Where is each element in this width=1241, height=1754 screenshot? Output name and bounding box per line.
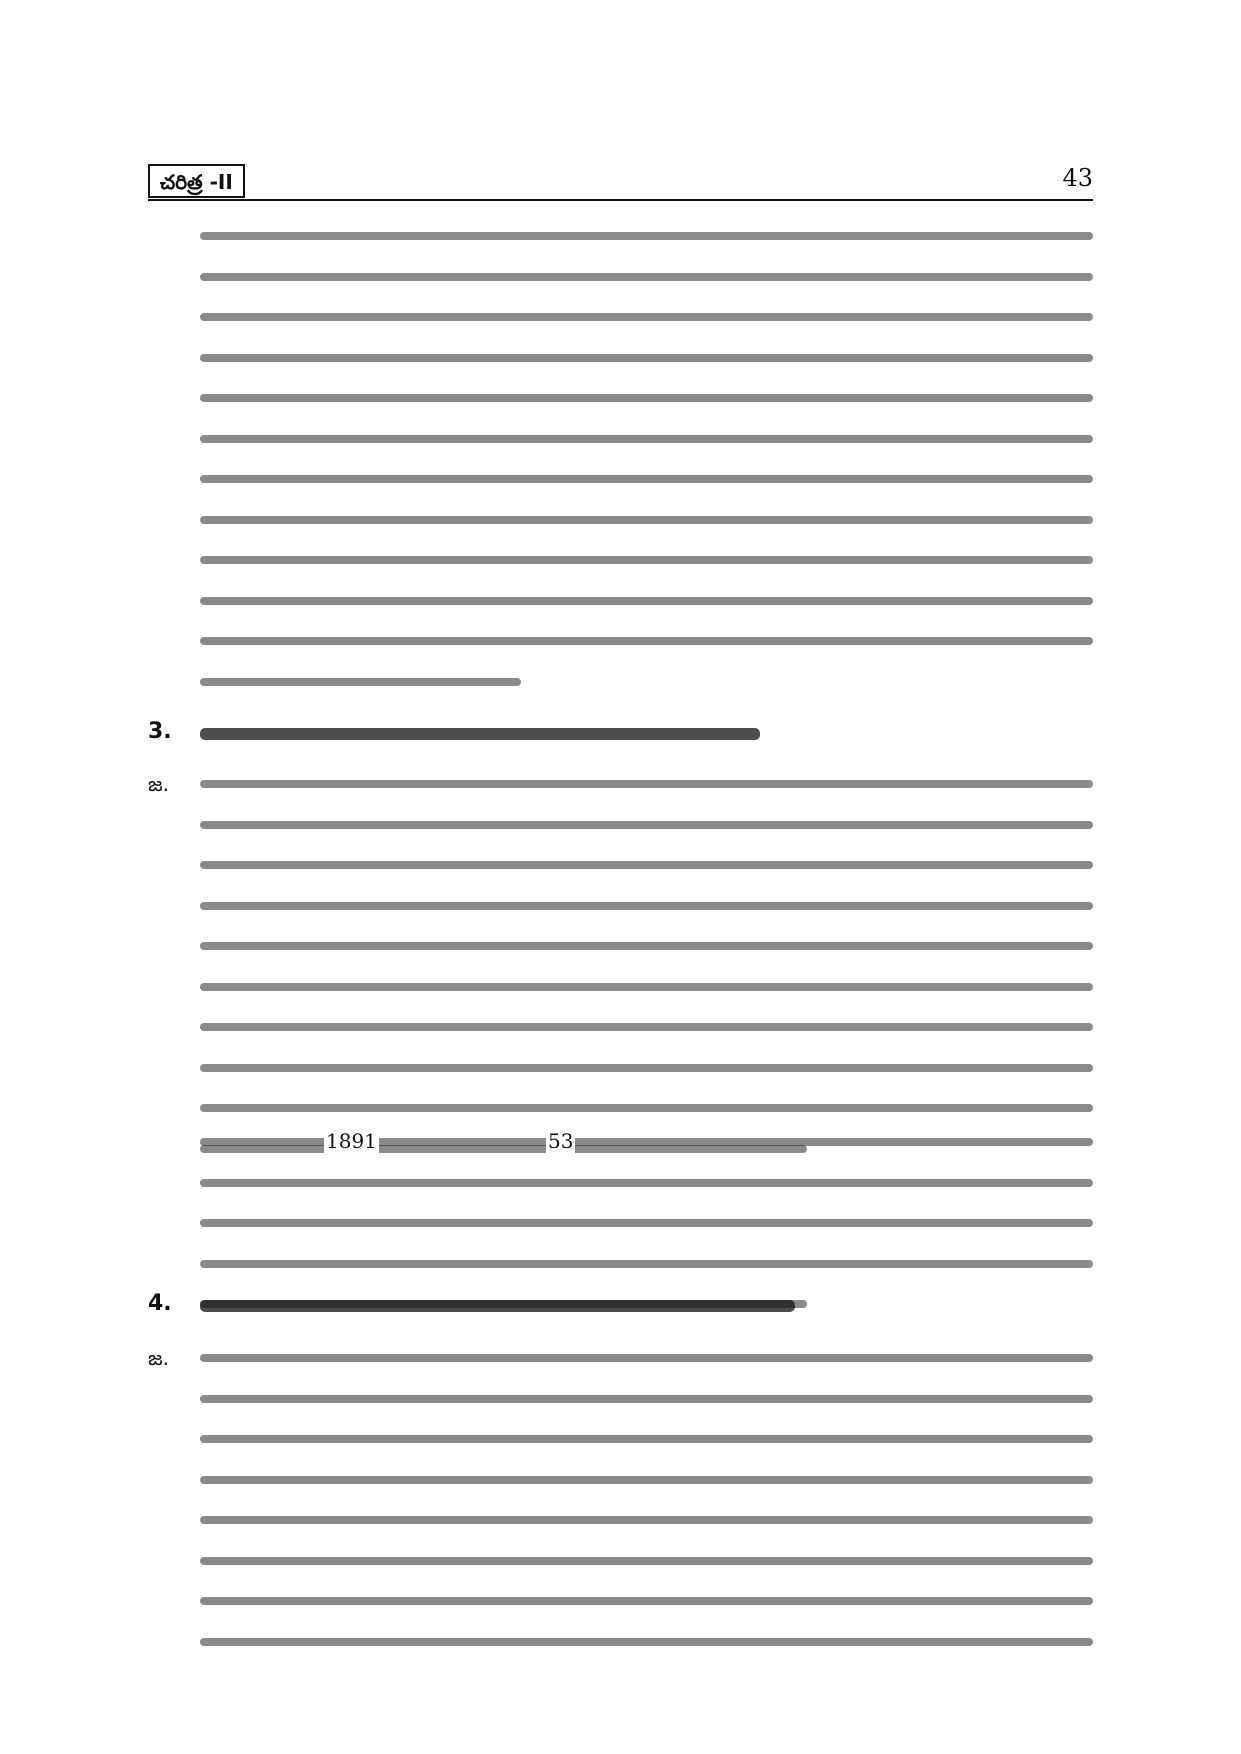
text-line (200, 516, 1093, 524)
text-line (200, 1395, 1093, 1403)
text-line (200, 1638, 1093, 1646)
text-line (200, 1219, 1093, 1227)
text-line (200, 354, 1093, 362)
text-line (200, 1104, 1093, 1112)
text-line (200, 1476, 1093, 1484)
text-line (200, 435, 1093, 443)
text-line (200, 1597, 1093, 1605)
text-line (200, 1023, 1093, 1031)
text-line (200, 1557, 1093, 1565)
text-line (200, 1435, 1093, 1443)
question-number: 4. (148, 1291, 172, 1316)
q4-answer-paragraph (200, 1354, 1093, 1678)
answer-marker: జ. (148, 772, 169, 796)
text-line (200, 678, 521, 686)
question-number: 3. (148, 719, 172, 744)
q3-answer-paragraph-1 (200, 780, 1093, 1185)
question-title (200, 728, 760, 740)
text-line (200, 232, 1093, 240)
text-line (200, 394, 1093, 402)
text-line (200, 1179, 1093, 1187)
question-title (200, 1300, 795, 1312)
text-line (200, 821, 1093, 829)
text-line (200, 942, 1093, 950)
question-3-heading (148, 718, 1093, 748)
year-1891: 1891 (326, 1129, 377, 1153)
text-line (200, 556, 1093, 564)
number-53: 53 (548, 1129, 574, 1153)
text-line (200, 273, 1093, 281)
question-4-heading (148, 1290, 1093, 1320)
text-line (200, 637, 1093, 645)
text-line (200, 1516, 1093, 1524)
page-header (148, 164, 1093, 204)
page-number: 43 (1062, 164, 1093, 192)
text-line (200, 861, 1093, 869)
text-line (200, 983, 1093, 991)
text-line (200, 902, 1093, 910)
text-line (200, 1064, 1093, 1072)
text-line (200, 1354, 1093, 1362)
text-line (200, 597, 1093, 605)
header-rule (148, 199, 1093, 201)
intro-paragraph (200, 232, 1093, 718)
text-line (200, 1260, 1093, 1268)
answer-marker: జ. (148, 1346, 169, 1370)
text-line (200, 780, 1093, 788)
text-line (200, 475, 1093, 483)
section-label: చరిత్ర -II (148, 164, 245, 198)
text-line (200, 313, 1093, 321)
